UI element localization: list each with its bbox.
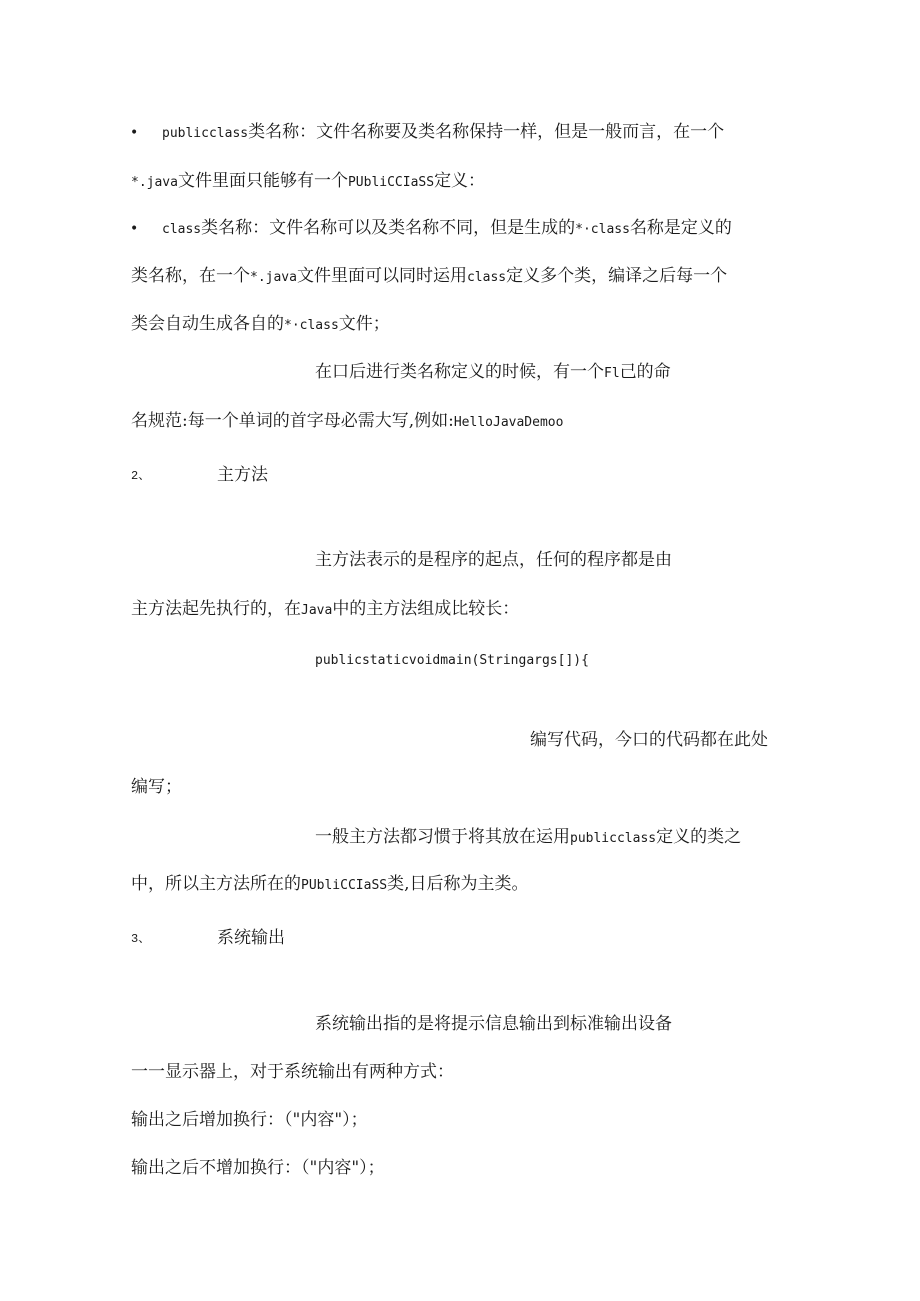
section-title: 主方法 xyxy=(217,465,268,485)
code-line: publicstaticvoidmain(Stringargs[]){ xyxy=(315,653,589,668)
section2-p2-line2: 编写； xyxy=(131,777,182,797)
code-text: PUbliCCIaSS xyxy=(347,175,435,190)
output-with-newline: 输出之后增加换行：（"内容"）； xyxy=(131,1110,368,1130)
item2-line3 xyxy=(131,313,390,337)
body-text: 类名称，在一个 xyxy=(131,266,250,286)
body-text: 类名称：文件名称要及类名称保持一样，但是一般而言，在一个 xyxy=(248,122,725,142)
item2-line2 xyxy=(131,265,727,289)
body-text: 文件里面可以同时运用 xyxy=(296,266,467,286)
code-text: publicclass xyxy=(570,831,657,846)
code-text: Java xyxy=(301,603,333,618)
code-text: *.java xyxy=(131,175,178,190)
body-text: 定义多个类，编译之后每一个 xyxy=(506,266,728,286)
body-text: 定义： xyxy=(434,171,486,191)
body-text: 定义的类之 xyxy=(656,827,742,847)
section2-p1-line1: 主方法表示的是程序的起点，任何的程序都是由 xyxy=(315,550,672,570)
body-text: 类,日后称为主类。 xyxy=(387,874,529,894)
code-text: *.java xyxy=(250,270,297,285)
body-text: 在口后进行类名称定义的时候，有一个 xyxy=(315,362,604,382)
code-text: *·class xyxy=(284,318,339,333)
section-number: 3、 xyxy=(131,932,151,946)
body-text: 类会自动生成各自的 xyxy=(131,314,284,334)
body-text: 中的主方法组成比较长： xyxy=(332,599,520,619)
code-text: HelloJavaDemoo xyxy=(453,415,564,430)
section-title: 系统输出 xyxy=(217,928,285,948)
body-text: 名规范:每一个单词的首字母必需大写,例如: xyxy=(131,411,454,431)
bullet-marker: • xyxy=(130,125,139,141)
section-number: 2、 xyxy=(131,469,151,483)
output-without-newline: 输出之后不增加换行：（"内容"）； xyxy=(131,1158,385,1178)
item2-line1 xyxy=(162,217,732,241)
code-text: class xyxy=(466,270,507,285)
body-text: 一般主方法都习惯于将其放在运用 xyxy=(315,827,570,847)
naming-line1 xyxy=(315,361,671,385)
body-text: 己的命 xyxy=(619,362,671,382)
body-text: 中，所以主方法所在的 xyxy=(131,874,301,894)
item1-line1 xyxy=(162,121,724,145)
body-text: 主方法起先执行的，在 xyxy=(131,599,301,619)
code-text: PUbliCCIaSS xyxy=(301,878,388,893)
bullet-marker: • xyxy=(130,221,139,237)
section2-p3-line2 xyxy=(131,873,529,897)
section2-p2-line1: 编写代码，今口的代码都在此处 xyxy=(530,730,768,750)
code-text: publicclass xyxy=(162,126,249,141)
body-text: 名称是定义的 xyxy=(629,218,732,238)
body-text: 文件； xyxy=(338,314,390,334)
body-text: 文件里面只能够有一个 xyxy=(177,171,348,191)
code-text: *·class xyxy=(575,222,630,237)
section3-p1-line2: 一一显示器上，对于系统输出有两种方式： xyxy=(131,1062,454,1082)
code-text: Fl xyxy=(604,366,620,381)
section2-p3-line1 xyxy=(315,826,741,850)
body-text: 类名称：文件名称可以及类名称不同，但是生成的 xyxy=(201,218,576,238)
naming-line2 xyxy=(131,410,563,434)
item1-line2 xyxy=(131,170,485,194)
section2-p1-line2 xyxy=(131,598,519,622)
section3-p1-line1: 系统输出指的是将提示信息输出到标准输出设备 xyxy=(315,1014,672,1034)
code-text: class xyxy=(162,222,202,237)
